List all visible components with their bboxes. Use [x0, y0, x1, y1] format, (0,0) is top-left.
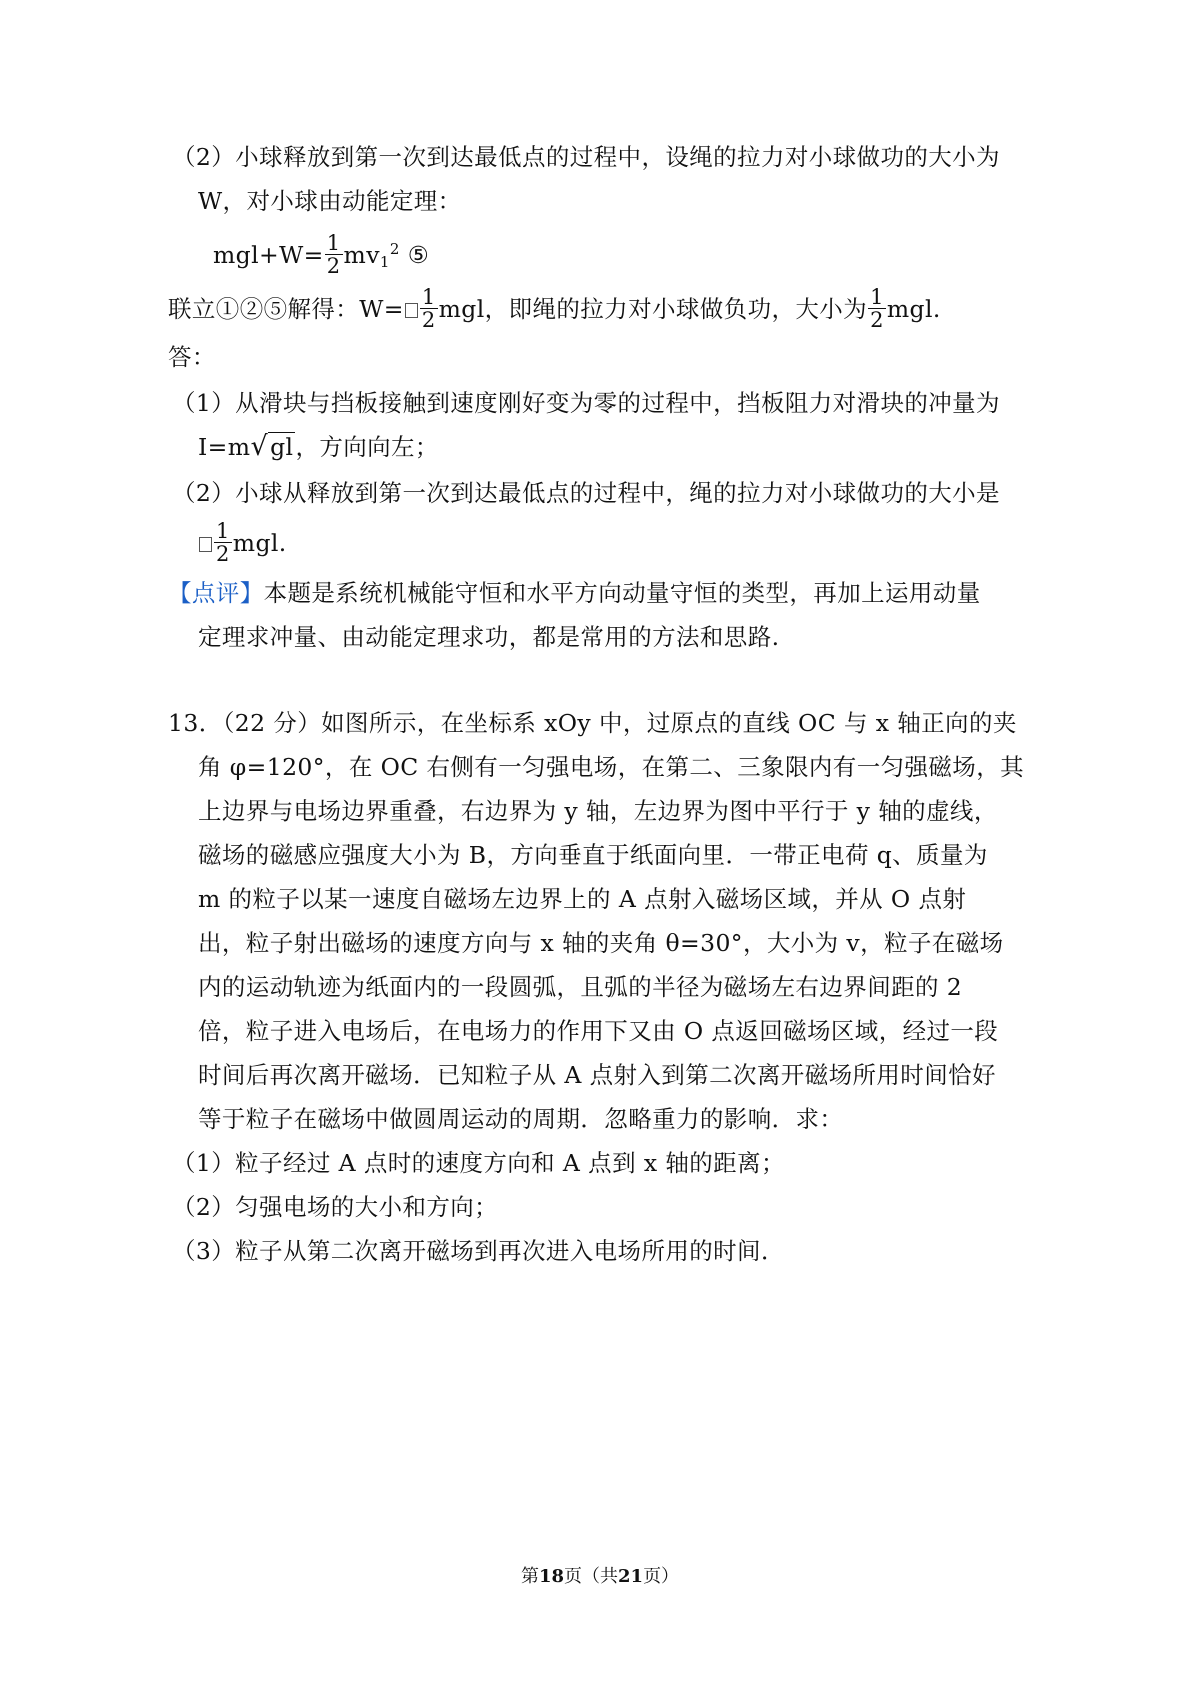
q13-line10: 等于粒子在磁场中做圆周运动的周期．忽略重力的影响．求： — [198, 1105, 844, 1133]
comment-label: 【点评】 — [168, 579, 264, 607]
q13-line2: 角 φ=120°，在 OC 右侧有一匀强电场，在第二、三象限内有一匀强磁场，其 — [198, 753, 1025, 781]
q13-line5: m 的粒子以某一速度自磁场左边界上的 A 点射入磁场区域，并从 O 点射 — [198, 885, 967, 913]
solution-part2-line2: W，对小球由动能定理： — [198, 187, 462, 215]
result-a: 联立①②⑤解得：W= — [168, 295, 404, 323]
eq5-subscript: 1 — [379, 253, 390, 271]
footer-page-number: 18 — [538, 1566, 564, 1587]
footer-post: 页） — [643, 1566, 680, 1587]
answer-2-line1: （2）小球从释放到第一次到达最低点的过程中，绳的拉力对小球做功的大小是 — [172, 479, 1000, 507]
result-c: mgl. — [886, 295, 941, 323]
fraction-half: $\frac{1}{2}$ — [421, 285, 436, 332]
answer-1-suffix: ，方向向左； — [295, 433, 439, 461]
minus-placeholder-icon — [199, 537, 212, 552]
answer-1-prefix: I=m — [198, 433, 251, 461]
q13-line9: 时间后再次离开磁场．已知粒子从 A 点射入到第二次离开磁场所用时间恰好 — [198, 1061, 996, 1089]
answer-1-line2 — [198, 430, 439, 464]
solution-result — [168, 285, 941, 333]
answer-2-line2 — [198, 519, 287, 567]
q13-sub2: （2）匀强电场的大小和方向； — [172, 1193, 499, 1221]
eq5-mv: mv — [343, 241, 380, 269]
comment-text-1: 本题是系统机械能守恒和水平方向动量守恒的类型，再加上运用动量 — [263, 579, 981, 607]
answer-1-line1: （1）从滑块与挡板接触到速度刚好变为零的过程中，挡板阻力对滑块的冲量为 — [172, 389, 1000, 417]
footer-mid: 页（共 — [564, 1566, 618, 1587]
radicand: gl — [270, 433, 294, 461]
q13-sub3: （3）粒子从第二次离开磁场到再次进入电场所用的时间． — [172, 1237, 785, 1265]
sqrt-icon: √gl — [250, 431, 294, 462]
result-b: mgl，即绳的拉力对小球做负功，大小为 — [438, 295, 868, 323]
equation-5 — [213, 232, 429, 279]
q13-line3: 上边界与电场边界重叠，右边界为 y 轴，左边界为图中平行于 y 轴的虚线， — [198, 797, 998, 825]
page-footer — [0, 1565, 1200, 1589]
q13-line4: 磁场的磁感应强度大小为 B，方向垂直于纸面向里．一带正电荷 q、质量为 — [198, 841, 988, 869]
comment-line2: 定理求冲量、由动能定理求功，都是常用的方法和思路. — [198, 623, 780, 651]
q13-line8: 倍，粒子进入电场后，在电场力的作用下又由 O 点返回磁场区域，经过一段 — [198, 1017, 999, 1045]
answer-label: 答： — [168, 343, 216, 371]
fraction-half: $\frac{1}{2}$ — [870, 285, 884, 332]
footer-pre: 第 — [520, 1566, 539, 1587]
comment-line1 — [168, 576, 981, 610]
eq5-superscript: 2 — [389, 240, 400, 258]
q13-line1: 13．（22 分）如图所示，在坐标系 xOy 中，过原点的直线 OC 与 x 轴正向的夹 — [168, 709, 1017, 737]
fraction-half: $\frac{1}{2}$ — [326, 231, 341, 278]
fraction-half: $\frac{1}{2}$ — [216, 519, 230, 566]
footer-total-pages: 21 — [618, 1566, 644, 1587]
answer-2-tail: mgl. — [232, 529, 287, 557]
q13-line6: 出，粒子射出磁场的速度方向与 x 轴的夹角 θ=30°，大小为 v，粒子在磁场 — [198, 929, 1004, 957]
q13-line7: 内的运动轨迹为纸面内的一段圆弧，且弧的半径为磁场左右边界间距的 2 — [198, 973, 963, 1001]
eq5-left: mgl+W= — [213, 241, 324, 269]
solution-part2-line1: （2）小球释放到第一次到达最低点的过程中，设绳的拉力对小球做功的大小为 — [172, 143, 1000, 171]
minus-placeholder-icon — [405, 303, 418, 318]
eq5-mark: ⑤ — [399, 241, 430, 269]
q13-sub1: （1）粒子经过 A 点时的速度方向和 A 点到 x 轴的距离； — [172, 1149, 785, 1177]
